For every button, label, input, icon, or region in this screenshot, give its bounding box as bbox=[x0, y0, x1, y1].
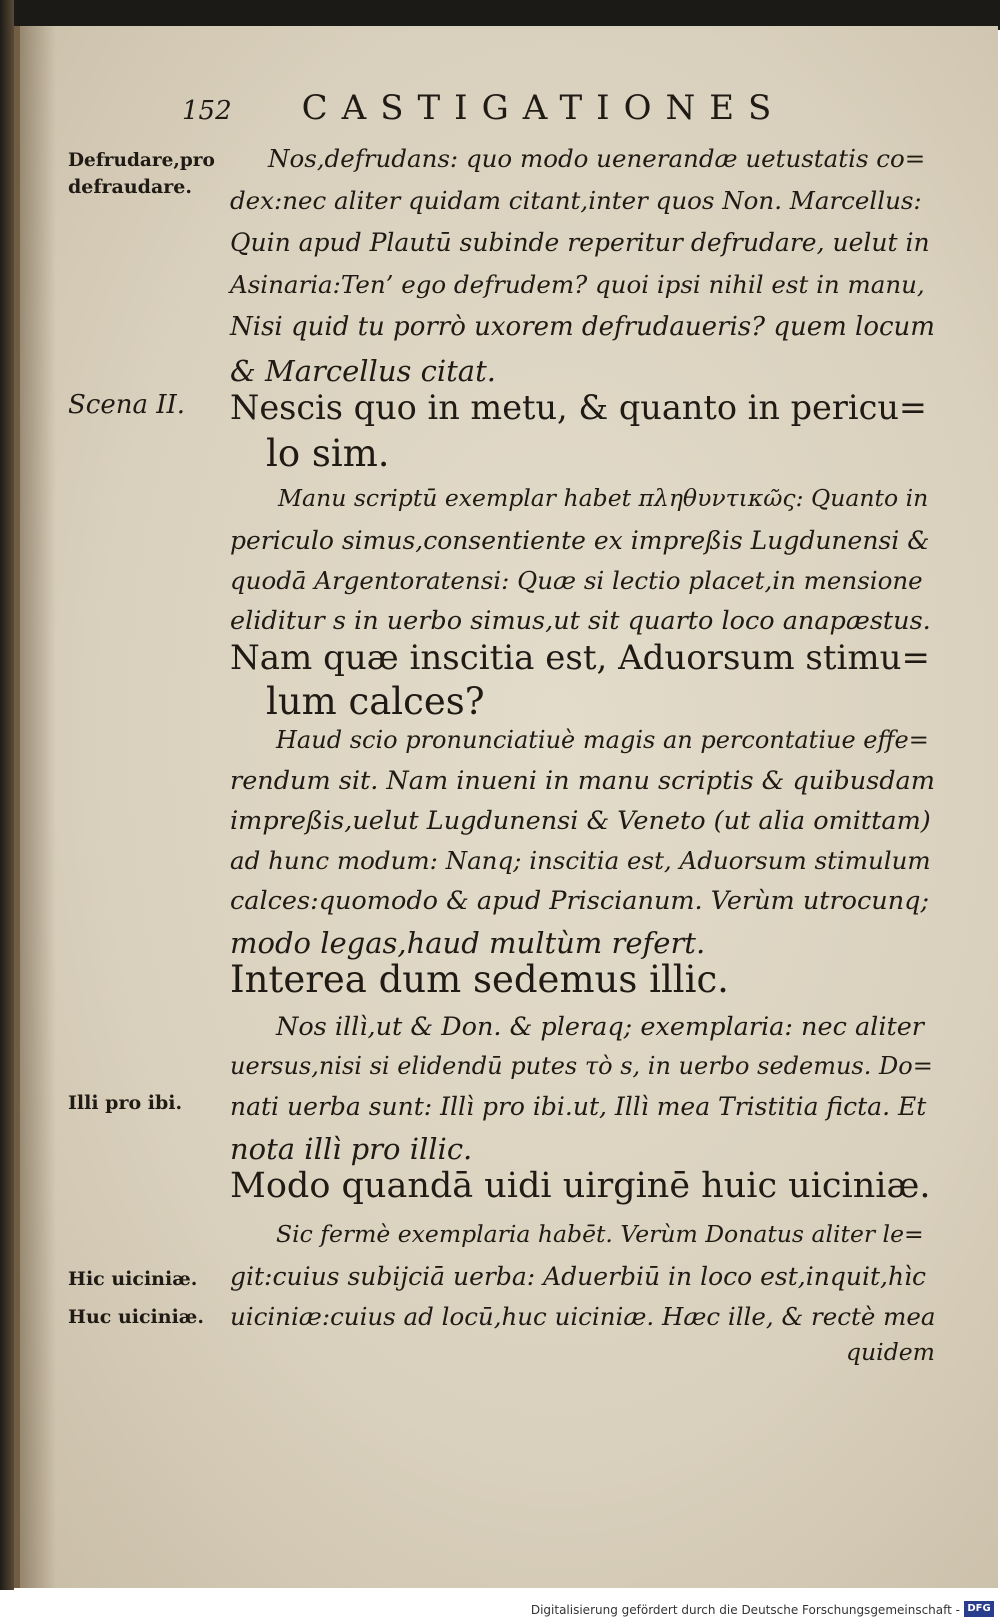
commentary-line: Haud scio pronunciatiuè magis an percontatiue effe= bbox=[276, 726, 929, 754]
commentary-line: rendum sit. Nam inueni in manu scriptis & quibusdam bbox=[230, 766, 935, 796]
commentary-line: Sic fermè exemplaria habēt. Verùm Donatus aliter le= bbox=[276, 1220, 924, 1248]
commentary-line: impreßis,uelut Lugdunensi & Veneto (ut alia omittam) bbox=[230, 806, 931, 836]
lemma-line: Interea dum sedemus illic. bbox=[230, 958, 729, 1001]
marginal-note: defraudare. bbox=[68, 176, 192, 198]
commentary-line: quodā Argentoratensi: Quæ si lectio placet,in mensione bbox=[230, 566, 923, 595]
commentary-line: nati uerba sunt: Illì pro ibi.ut, Illì mea Tristitia ficta. Et bbox=[230, 1092, 927, 1121]
commentary-line: uiciniæ:cuius ad locū,huc uiciniæ. Hæc ille, & rectè mea bbox=[230, 1302, 936, 1331]
dfg-logo: DFG bbox=[964, 1601, 994, 1617]
marginal-note: Hic uiciniæ. bbox=[68, 1268, 198, 1290]
marginal-note: Defrudare,pro bbox=[68, 150, 215, 171]
scan-left-edge bbox=[0, 0, 14, 1590]
commentary-line: uersus,nisi si elidendū putes τὸ s, in uerbo sedemus. Do= bbox=[230, 1052, 933, 1080]
commentary-line: & Marcellus citat. bbox=[230, 354, 496, 388]
running-head bbox=[182, 88, 785, 128]
commentary-line: periculo simus,consentiente ex impreßis Lugdunensi & bbox=[230, 526, 930, 555]
commentary-line: Nos,defrudans: quo modo uenerandæ uetustatis co= bbox=[268, 144, 926, 173]
footer-credit: Digitalisierung gefördert durch die Deutsche Forschungsgemeinschaft - bbox=[530, 1603, 960, 1617]
commentary-line: dex:nec aliter quidam citant,inter quos Non. Marcellus: bbox=[230, 186, 922, 215]
commentary-line: nota illì pro illic. bbox=[230, 1132, 473, 1166]
commentary-line: Nisi quid tu porrò uxorem defrudaueris? quem locum bbox=[230, 312, 935, 342]
lemma-line: Nam quæ inscitia est, Aduorsum stimu= bbox=[230, 638, 931, 678]
commentary-line: git:cuius subijciā uerba: Aduerbiū in loco est,inquit,hìc bbox=[230, 1262, 927, 1291]
catchword: quidem bbox=[846, 1338, 935, 1366]
page-gutter-shadow bbox=[14, 26, 56, 1588]
marginal-note: Huc uiciniæ. bbox=[68, 1306, 204, 1328]
commentary-line: Nos illì,ut & Don. & pleraq; exemplaria: nec aliter bbox=[276, 1012, 924, 1042]
commentary-line: Quin apud Plautū subinde reperitur defrudare, uelut in bbox=[230, 228, 930, 257]
lemma-line: lum calces? bbox=[266, 680, 485, 723]
lemma-line: Modo quandā uidi uirginē huic uiciniæ. bbox=[230, 1166, 931, 1206]
lemma-line: lo sim. bbox=[266, 432, 390, 475]
page-number: 152 bbox=[182, 96, 232, 126]
commentary-line: calces:quomodo & apud Priscianum. Verùm utrocunq; bbox=[230, 886, 930, 916]
commentary-line: ad hunc modum: Nanq; inscitia est, Aduorsum stimulum bbox=[230, 846, 931, 875]
marginal-note: Illi pro ibi. bbox=[68, 1092, 183, 1114]
lemma-line: Nescis quo in metu, & quanto in pericu= bbox=[230, 388, 928, 427]
commentary-line: Manu scriptū exemplar habet πληθυντικῶς: Quanto in bbox=[278, 484, 929, 512]
commentary-line: modo legas,haud multùm refert. bbox=[230, 926, 706, 960]
running-title: CASTIGATIONES bbox=[301, 88, 786, 128]
marginal-note-scene: Scena II. bbox=[68, 390, 186, 420]
commentary-line: Asinaria:Ten’ ego defrudem? quoi ipsi nihil est in manu, bbox=[230, 270, 925, 299]
commentary-line: eliditur s in uerbo simus,ut sit quarto loco anapæstus. bbox=[230, 606, 931, 636]
